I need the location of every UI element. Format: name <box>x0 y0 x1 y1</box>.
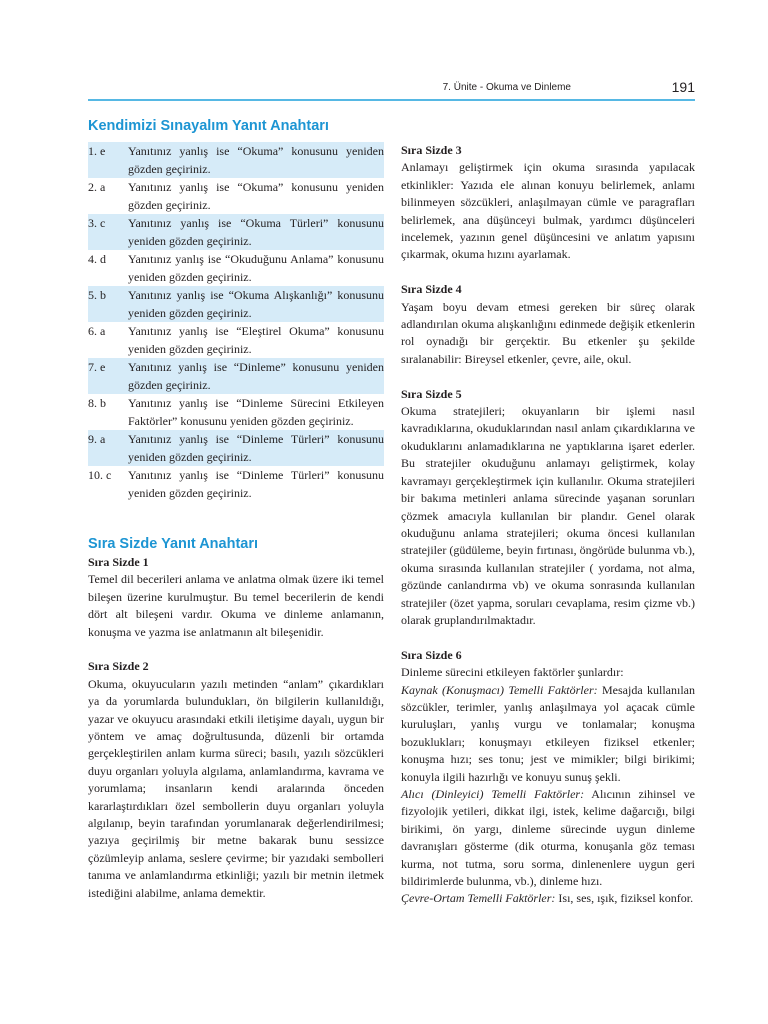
sira-sizde-title: Sıra Sizde Yanıt Anahtarı <box>88 536 259 552</box>
s5-text: Okuma stratejileri; okuyanların bir işlemi nasıl kavradıklarına, okuduklarından nasıl anlam çıkardıklarına ve okuduklarını anlamadıklarına ne yaptıklarına işaret ederler. Bu stratejiler okuduğunu anlamayı geliştirmek, kolay kavramayı gerçekleştirmek için kullanılır. Okuma stratejileri bir bakıma metinleri anlama sürecinde yaşanan sorunları çözmek amacıyla kullanılan bir plandır. Genel olarak okuduğunu anlama stratejileri; okuma öncesi kullanılan stratejiler (güdüleme, beyin fırtınası, öngörüde bulunma vb.), okuma sırasında kullanılan stratejiler ( yordama, not alma, gözünde canlandırma vb) ve okuma sonrasında kullanılan stratejiler (özet yapma, soruları cevaplama, resim çizme vb.) olarak gruplandırılmaktadır. <box>401 404 695 627</box>
answer-key-text: Yanıtınız yanlış ise “Dinleme” konusunu yeniden gözden geçiriniz. <box>128 360 384 392</box>
answer-key-text: Yanıtınız yanlış ise “Dinleme Türleri” konusunu yeniden gözden geçiriniz. <box>128 432 384 464</box>
answer-key-text: Yanıtınız yanlış ise “Dinleme Sürecini Etkileyen Faktörler” konusunu yeniden gözden geçiriniz. <box>128 396 384 428</box>
s6-intro: Dinleme sürecini etkileyen faktörler şunlardır: <box>401 665 624 680</box>
answer-key-title: Kendimizi Sınayalım Yanıt Anahtarı <box>88 118 329 134</box>
answer-key-number: 6. a <box>88 324 106 338</box>
s2-heading: Sıra Sizde 2 <box>88 659 149 674</box>
answer-key-text: Yanıtınız yanlış ise “Okuduğunu Anlama” konusunu yeniden gözden geçiriniz. <box>128 252 384 284</box>
answer-key-row <box>88 394 384 430</box>
answer-key-text: Yanıtınız yanlış ise “Okuma” konusunu yeniden gözden geçiriniz. <box>128 180 384 212</box>
answer-key-text: Yanıtınız yanlış ise “Okuma Türleri” konusunu yeniden gözden geçiriniz. <box>128 216 384 248</box>
s6-alici <box>401 786 695 890</box>
answer-key-text: Yanıtınız yanlış ise “Okuma” konusunu yeniden gözden geçiriniz. <box>128 144 384 176</box>
s3-heading: Sıra Sizde 3 <box>401 143 462 157</box>
header-rule <box>88 99 695 101</box>
answer-key-row <box>88 358 384 394</box>
page-number: 191 <box>671 79 695 95</box>
s1-heading: Sıra Sizde 1 <box>88 555 149 569</box>
s4-heading: Sıra Sizde 4 <box>401 282 462 297</box>
answer-key-row <box>88 214 384 250</box>
left-column-text <box>88 554 384 902</box>
answer-key-number: 9. a <box>88 432 106 446</box>
s6-heading: Sıra Sizde 6 <box>401 647 462 662</box>
answer-key-number: 10. c <box>88 468 112 482</box>
answer-key-row <box>88 322 384 358</box>
s2-text: Okuma, okuyucuların yazılı metinden “anlam” çıkardıkları ya da yorumlarda bulundukları, ön bilgilerin kullanıldığı, yazar ve okuyucu arasındaki etkili iletişime dayalı, uygun bir yöntem ve amaç doğrultusunda, düzenli bir ortamda gerçekleştirilen anlam kurma süreci; basılı, yazılı sözcükleri duyu organları yoluyla algılama, anlamlandırma, kavrama ve yorumlama; insanların kendi aralarında önceden kararlaştırdıkları özel sembollerin duyu organları yoluyla algılanıp, beyin tarafından yorumlanarak değerlendirilmesi; yazıya geçirilmiş bir metne bakarak bunu sessizce çözümleyip anlama, seslere çevirme; bir yazıdaki sembolleri tanıma ve anlamlandırma etkinliği; yazılı bir metnin iletmek istediğini alabilme, anlama demektir. <box>88 676 384 900</box>
answer-key-text: Yanıtınız yanlış ise “Eleştirel Okuma” konusunu yeniden gözden geçiriniz. <box>128 324 384 356</box>
answer-key-text: Yanıtınız yanlış ise “Dinleme Türleri” konusunu yeniden gözden geçiriniz. <box>128 468 384 500</box>
answer-key-number: 7. e <box>88 360 106 374</box>
s6-cevre-label: Çevre-Ortam Temelli Faktörler: <box>401 891 556 906</box>
right-column-text <box>401 142 695 908</box>
answer-key-number: 1. e <box>88 144 106 158</box>
answer-key-text: Yanıtınız yanlış ise “Okuma Alışkanlığı” konusunu yeniden gözden geçiriniz. <box>128 288 384 320</box>
s6-kaynak-label: Kaynak (Konuşmacı) Temelli Faktörler: <box>401 682 598 697</box>
s6-alici-text: Alıcının zihinsel ve fizyolojik yetileri, dikkat ilgi, istek, kelime dağarcığı, bilgi birikimi, ön yargı, dinleme sürecinde uygun dinleme davranışları gösterme (dik oturma, konuşanla göz teması kurma, not tutma, soru sorma, dinlenenlere uygun geri bildirimlerde bulunma, vb.), dinleme hızı. <box>401 786 695 889</box>
answer-key-row <box>88 178 384 214</box>
s6-kaynak-text: Mesajda kullanılan sözcükler, terimler, yanlış anlaşılmaya yol açacak cümle kuruluşları, yanlış vurgu ve tonlamalar; konuşma bozuklukları; konuşmayı etkileyen fiziksel etkenler; konuşma hızı; ses tonu; jest ve mimikler; bilgi birikimi; konuyla ilgili hazırlığı ve konuyu sunuş şekli. <box>401 682 696 784</box>
answer-key-number: 2. a <box>88 180 106 194</box>
answer-key-number: 4. d <box>88 252 106 266</box>
s5-heading: Sıra Sizde 5 <box>401 386 462 401</box>
answer-key-row <box>88 466 384 502</box>
answer-key-number: 5. b <box>88 288 106 302</box>
s6-kaynak <box>401 682 695 786</box>
answer-key-row <box>88 286 384 322</box>
answer-key-row <box>88 430 384 466</box>
answer-key-row <box>88 142 384 178</box>
chapter-header: 7. Ünite - Okuma ve Dinleme <box>442 82 571 93</box>
s6-cevre <box>401 890 695 907</box>
answer-key-number: 8. b <box>88 396 106 410</box>
s6-alici-label: Alıcı (Dinleyici) Temelli Faktörler: <box>401 786 585 801</box>
answer-key-row <box>88 250 384 286</box>
answer-key-number: 3. c <box>88 216 106 230</box>
s4-text: Yaşam boyu devam etmesi gereken bir süreç olarak adlandırılan okuma alışkanlığını edinmede değişik etkenlerin rol oynadığı bir gerçektir. Bu etkenler şu şekilde sıralanabilir: Bireysel etkenler, çevre, aile, okul. <box>401 299 695 366</box>
s1-text: Temel dil becerileri anlama ve anlatma olmak üzere iki temel bileşen üzerine kurulmuştur. Bu temel becerilerin de kendi dört alt bileşeni vardır. Okuma ve dinleme anlamanın, konuşma ve yazma ise anlatmanın alt bileşenidir. <box>88 572 384 639</box>
answer-key-table <box>88 142 384 502</box>
s6-cevre-text: Isı, ses, ışık, fiziksel konfor. <box>558 891 694 906</box>
s3-text: Anlamayı geliştirmek için okuma sırasında yapılacak etkinlikler: Yazıda ele alınan konuyu belirlemek, anlamı bilinmeyen sözcükleri, anlaşılmayan cümle ve paragrafları belirlemek, ana düşünceyi bulmak, yardımcı düşünceleri incelemek, yazının genel düşüncesini ve anlatım yapısını çıkarmak, okuma hızını ayarlamak. <box>401 160 695 262</box>
